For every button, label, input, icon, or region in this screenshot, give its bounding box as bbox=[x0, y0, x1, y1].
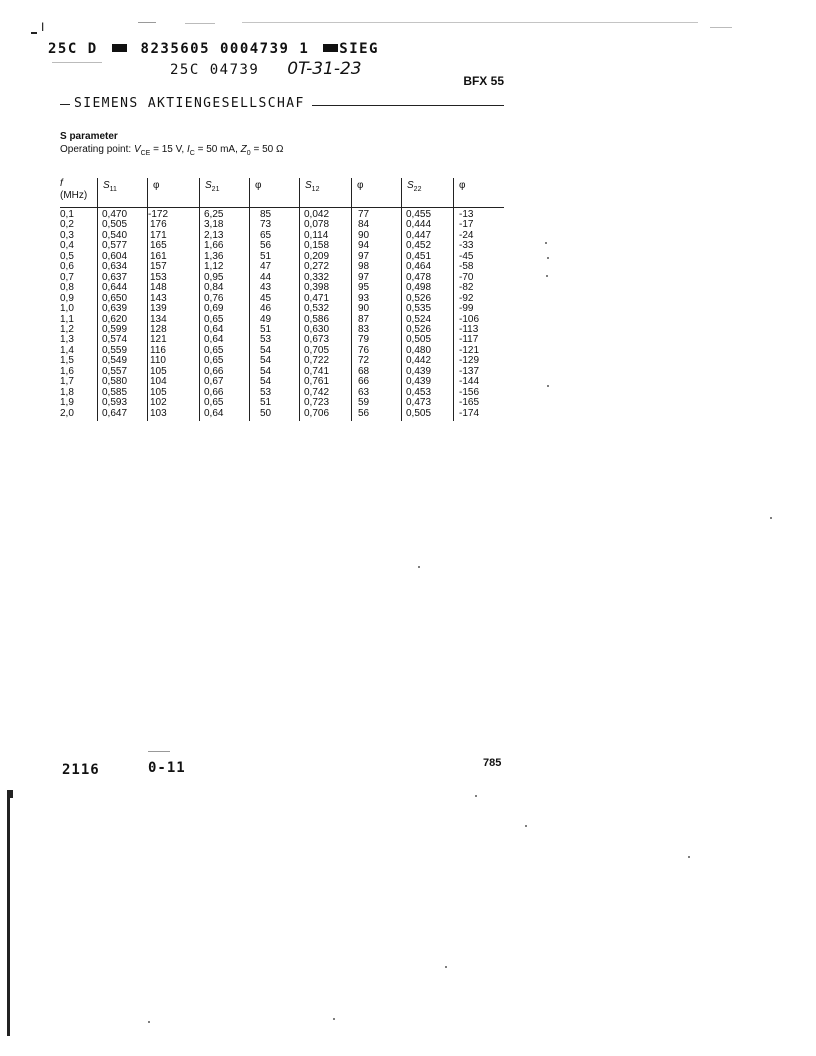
table-cell: 0,471 bbox=[304, 292, 330, 304]
table-row bbox=[60, 304, 504, 314]
table-cell: 0,66 bbox=[204, 365, 224, 377]
column-header bbox=[255, 180, 261, 191]
table-cell: 68 bbox=[358, 365, 370, 377]
table-cell: 0,455 bbox=[406, 209, 432, 220]
table-cell: 1,12 bbox=[204, 261, 224, 273]
table-cell: 0,66 bbox=[204, 386, 224, 398]
table-cell: 0,209 bbox=[304, 250, 330, 262]
table-cell: 121 bbox=[150, 334, 167, 346]
table-cell: 94 bbox=[358, 240, 370, 252]
table-cell: 1,3 bbox=[60, 334, 74, 346]
scan-line bbox=[710, 27, 732, 28]
table-cell: 85 bbox=[260, 209, 272, 220]
table-cell: 0,647 bbox=[102, 407, 128, 419]
table-cell: 0,473 bbox=[406, 397, 432, 409]
scan-edge-cap bbox=[7, 790, 13, 798]
z0-symbol: Z bbox=[240, 144, 247, 155]
table-cell: 0,76 bbox=[204, 292, 224, 304]
scan-line bbox=[148, 751, 170, 752]
table-cell: 0,65 bbox=[204, 397, 224, 409]
table-cell: 54 bbox=[260, 344, 272, 356]
table-cell: -99 bbox=[459, 303, 474, 315]
table-cell: 0,639 bbox=[102, 303, 128, 315]
table-cell: 47 bbox=[260, 261, 272, 273]
table-cell: 0,470 bbox=[102, 209, 128, 220]
column-subscript: 21 bbox=[211, 186, 220, 193]
scan-speck bbox=[445, 966, 447, 968]
table-cell: -58 bbox=[459, 261, 474, 273]
page-number: 785 bbox=[483, 757, 502, 769]
table-cell: 90 bbox=[358, 229, 370, 241]
table-cell: 0,332 bbox=[304, 271, 330, 283]
table-cell: 0,705 bbox=[304, 344, 330, 356]
table-cell: 0,3 bbox=[60, 229, 74, 241]
table-cell: 53 bbox=[260, 334, 272, 346]
column-header bbox=[205, 180, 219, 193]
table-cell: 0,559 bbox=[102, 344, 128, 356]
table-cell: 0,8 bbox=[60, 282, 74, 294]
table-cell: 0,650 bbox=[102, 292, 128, 304]
table-cell: 2,0 bbox=[60, 407, 74, 419]
table-cell: -172 bbox=[148, 209, 169, 220]
table-cell: 56 bbox=[358, 407, 370, 419]
table-cell: 0,442 bbox=[406, 355, 432, 367]
table-cell: 0,673 bbox=[304, 334, 330, 346]
table-cell: 1,36 bbox=[204, 250, 224, 262]
table-cell: 0,64 bbox=[204, 323, 224, 335]
part-number: BFX 55 bbox=[463, 74, 504, 88]
table-cell: -45 bbox=[459, 250, 474, 262]
table-cell: 76 bbox=[358, 344, 370, 356]
table-cell: 0,114 bbox=[304, 229, 329, 241]
footer-subcode: 0-11 bbox=[148, 760, 186, 776]
table-cell: -129 bbox=[459, 355, 480, 367]
table-cell: 0,599 bbox=[102, 323, 128, 335]
table-cell: 103 bbox=[150, 407, 167, 419]
table-cell: 73 bbox=[260, 219, 272, 231]
table-cell: 0,64 bbox=[204, 334, 224, 346]
operating-point-label: Operating point: bbox=[60, 144, 134, 155]
table-cell: -144 bbox=[459, 376, 480, 388]
column-unit: (MHz) bbox=[60, 190, 88, 201]
scan-line bbox=[52, 62, 102, 63]
z0-value: = 50 Ω bbox=[250, 144, 284, 155]
table-cell: 72 bbox=[358, 355, 370, 367]
table-cell: 1,1 bbox=[60, 313, 74, 325]
table-cell: -121 bbox=[459, 344, 480, 356]
column-subscript: 22 bbox=[413, 186, 422, 193]
column-symbol: f bbox=[60, 178, 63, 189]
table-cell: 63 bbox=[358, 386, 370, 398]
ref-lot-code: 25C D bbox=[48, 41, 98, 57]
table-cell: 1,5 bbox=[60, 355, 74, 367]
table-cell: 165 bbox=[150, 240, 167, 252]
table-cell: 0,4 bbox=[60, 240, 74, 252]
scan-speck bbox=[547, 385, 549, 387]
column-header bbox=[153, 180, 159, 191]
table-cell: 105 bbox=[150, 365, 167, 377]
table-cell: 0,452 bbox=[406, 240, 432, 252]
table-cell: 0,577 bbox=[102, 240, 128, 252]
table-cell: 3,18 bbox=[204, 219, 224, 231]
table-cell: -117 bbox=[459, 334, 479, 346]
ic-symbol: I bbox=[186, 144, 190, 155]
column-symbol: S bbox=[407, 180, 414, 191]
table-cell: 171 bbox=[150, 229, 167, 241]
table-cell: 0,586 bbox=[304, 313, 330, 325]
table-cell: 6,25 bbox=[204, 209, 224, 220]
table-cell: 0,65 bbox=[204, 344, 224, 356]
table-cell: 0,526 bbox=[406, 292, 432, 304]
table-cell: 0,706 bbox=[304, 407, 330, 419]
table-cell: 0,451 bbox=[406, 250, 432, 262]
table-cell: 0,498 bbox=[406, 282, 432, 294]
filled-block-mark bbox=[112, 44, 127, 52]
scan-speck bbox=[148, 1021, 150, 1023]
ref-maker-code: SIEG bbox=[339, 41, 379, 57]
corner-mark bbox=[31, 20, 44, 34]
table-cell: 83 bbox=[358, 323, 370, 335]
column-symbol: φ bbox=[255, 180, 262, 191]
table-cell: 1,6 bbox=[60, 365, 74, 377]
company-name: SIEMENS AKTIENGESELLSCHAF bbox=[74, 96, 305, 111]
column-symbol: φ bbox=[153, 180, 160, 191]
table-cell: 54 bbox=[260, 355, 272, 367]
column-header bbox=[459, 180, 465, 191]
column-subscript: 11 bbox=[109, 186, 117, 193]
table-cell: 157 bbox=[150, 261, 167, 273]
table-cell: 0,526 bbox=[406, 323, 432, 335]
table-cell: 0,634 bbox=[102, 261, 128, 273]
table-cell: 0,439 bbox=[406, 376, 432, 388]
table-cell: 0,535 bbox=[406, 303, 432, 315]
table-cell: 134 bbox=[150, 313, 167, 325]
table-cell: 0,524 bbox=[406, 313, 432, 325]
table-cell: -70 bbox=[459, 271, 474, 283]
table-cell: 0,574 bbox=[102, 334, 128, 346]
table-cell: -13 bbox=[459, 209, 474, 220]
table-cell: 0,722 bbox=[304, 355, 330, 367]
table-cell: 0,742 bbox=[304, 386, 330, 398]
table-cell: 0,453 bbox=[406, 386, 432, 398]
z0-subscript: 0 bbox=[246, 150, 251, 157]
table-cell: 45 bbox=[260, 292, 272, 304]
table-cell: 53 bbox=[260, 386, 272, 398]
table-cell: 0,480 bbox=[406, 344, 432, 356]
ic-subscript: C bbox=[189, 150, 195, 157]
table-cell: 51 bbox=[260, 250, 272, 262]
table-cell: 0,65 bbox=[204, 355, 224, 367]
table-row bbox=[60, 409, 504, 419]
table-cell: 0,078 bbox=[304, 219, 330, 231]
table-cell: 0,741 bbox=[304, 365, 330, 377]
scan-edge-bar bbox=[7, 790, 10, 1036]
scan-speck bbox=[547, 257, 549, 259]
secondary-reference-line bbox=[170, 59, 362, 79]
table-cell: 0,585 bbox=[102, 386, 128, 398]
scan-speck bbox=[688, 856, 690, 858]
table-cell: 0,444 bbox=[406, 219, 432, 231]
table-cell: 176 bbox=[150, 219, 167, 231]
table-cell: 90 bbox=[358, 303, 370, 315]
table-cell: 102 bbox=[150, 397, 167, 409]
scan-line bbox=[138, 22, 156, 23]
table-cell: -24 bbox=[459, 229, 474, 241]
column-symbol: S bbox=[305, 180, 312, 191]
table-cell: 0,67 bbox=[204, 376, 224, 388]
table-cell: 79 bbox=[358, 334, 370, 346]
table-cell: -156 bbox=[459, 386, 480, 398]
table-cell: 153 bbox=[150, 271, 167, 283]
table-cell: 54 bbox=[260, 376, 272, 388]
scan-speck bbox=[333, 1018, 335, 1020]
scan-speck bbox=[546, 275, 548, 277]
table-cell: 0,65 bbox=[204, 313, 224, 325]
table-cell: 0,505 bbox=[406, 334, 432, 346]
scan-line bbox=[242, 22, 698, 23]
scan-speck bbox=[525, 825, 527, 827]
handwritten-code: 0T-31-23 bbox=[287, 59, 362, 79]
footer-code: 2116 bbox=[62, 762, 100, 778]
header-rule bbox=[312, 105, 504, 106]
document-reference-line bbox=[48, 41, 379, 57]
column-header bbox=[407, 180, 421, 193]
table-cell: 95 bbox=[358, 282, 370, 294]
table-cell: 1,7 bbox=[60, 376, 74, 388]
table-cell: 0,761 bbox=[304, 376, 330, 388]
column-symbol: φ bbox=[357, 180, 364, 191]
table-cell: 51 bbox=[260, 323, 272, 335]
table-cell: 84 bbox=[358, 219, 370, 231]
table-cell: 98 bbox=[358, 261, 370, 273]
operating-point bbox=[60, 144, 283, 157]
filled-block-mark bbox=[323, 44, 338, 52]
table-cell: -82 bbox=[459, 282, 474, 294]
table-cell: 0,5 bbox=[60, 250, 74, 262]
corner-mark-glyph: I bbox=[41, 20, 45, 34]
table-cell: 1,0 bbox=[60, 303, 74, 315]
table-cell: 0,2 bbox=[60, 219, 74, 231]
header-divider bbox=[60, 207, 504, 208]
column-symbol: S bbox=[103, 180, 110, 191]
vce-value: = 15 V, bbox=[150, 144, 187, 155]
vce-symbol: V bbox=[133, 144, 141, 155]
table-cell: 0,723 bbox=[304, 397, 330, 409]
column-header bbox=[60, 178, 87, 201]
section-title: S parameter bbox=[60, 131, 118, 142]
table-cell: 93 bbox=[358, 292, 370, 304]
table-cell: 143 bbox=[150, 292, 167, 304]
table-cell: 0,7 bbox=[60, 271, 74, 283]
table-cell: 148 bbox=[150, 282, 167, 294]
table-cell: 0,620 bbox=[102, 313, 128, 325]
table-cell: 0,439 bbox=[406, 365, 432, 377]
table-row bbox=[60, 283, 504, 293]
table-cell: 56 bbox=[260, 240, 272, 252]
scan-line bbox=[185, 23, 215, 24]
table-cell: 50 bbox=[260, 407, 272, 419]
column-header bbox=[103, 180, 117, 193]
table-cell: -33 bbox=[459, 240, 474, 252]
table-cell: 44 bbox=[260, 271, 272, 283]
table-cell: 110 bbox=[150, 355, 166, 367]
table-cell: 0,6 bbox=[60, 261, 74, 273]
table-cell: 0,644 bbox=[102, 282, 128, 294]
table-cell: 0,540 bbox=[102, 229, 128, 241]
table-cell: 2,13 bbox=[204, 229, 224, 241]
column-symbol: φ bbox=[459, 180, 466, 191]
table-cell: 0,158 bbox=[304, 240, 330, 252]
table-cell: -174 bbox=[459, 407, 480, 419]
table-cell: -137 bbox=[459, 365, 480, 377]
table-cell: -113 bbox=[459, 323, 479, 335]
table-cell: 105 bbox=[150, 386, 167, 398]
table-cell: 87 bbox=[358, 313, 370, 325]
table-cell: 1,9 bbox=[60, 397, 74, 409]
table-cell: -92 bbox=[459, 292, 474, 304]
table-cell: 97 bbox=[358, 250, 370, 262]
table-cell: 66 bbox=[358, 376, 370, 388]
table-cell: 0,272 bbox=[304, 261, 330, 273]
table-cell: 0,69 bbox=[204, 303, 224, 315]
table-cell: 0,630 bbox=[304, 323, 330, 335]
table-cell: 0,9 bbox=[60, 292, 74, 304]
table-cell: 0,505 bbox=[406, 407, 432, 419]
scan-speck bbox=[770, 517, 772, 519]
table-cell: -165 bbox=[459, 397, 480, 409]
column-symbol: S bbox=[205, 180, 212, 191]
ic-value: = 50 mA, bbox=[194, 144, 241, 155]
table-cell: 0,447 bbox=[406, 229, 432, 241]
table-cell: 59 bbox=[358, 397, 370, 409]
table-cell: 0,464 bbox=[406, 261, 432, 273]
company-header bbox=[60, 96, 504, 114]
table-cell: 43 bbox=[260, 282, 272, 294]
table-cell: 65 bbox=[260, 229, 272, 241]
table-cell: 0,042 bbox=[304, 209, 330, 220]
table-cell: 128 bbox=[150, 323, 167, 335]
scan-speck bbox=[418, 566, 420, 568]
table-cell: 0,557 bbox=[102, 365, 128, 377]
table-cell: 0,95 bbox=[204, 271, 224, 283]
table-cell: 0,478 bbox=[406, 271, 432, 283]
table-cell: 1,8 bbox=[60, 386, 74, 398]
column-header bbox=[357, 180, 363, 191]
table-cell: 77 bbox=[358, 209, 370, 220]
column-header bbox=[305, 180, 319, 193]
table-cell: 139 bbox=[150, 303, 167, 315]
table-row bbox=[60, 398, 504, 408]
table-cell: 0,64 bbox=[204, 407, 224, 419]
ref-batch-number: 8235605 0004739 1 bbox=[140, 41, 310, 57]
table-cell: 49 bbox=[260, 313, 272, 325]
table-cell: 0,580 bbox=[102, 376, 128, 388]
table-cell: 1,2 bbox=[60, 323, 74, 335]
column-subscript: 12 bbox=[311, 186, 320, 193]
table-cell: 51 bbox=[260, 397, 272, 409]
table-cell: 46 bbox=[260, 303, 272, 315]
scan-speck bbox=[545, 242, 547, 244]
scan-speck bbox=[475, 795, 477, 797]
table-cell: 0,549 bbox=[102, 355, 128, 367]
table-cell: 0,637 bbox=[102, 271, 128, 283]
table-cell: 0,84 bbox=[204, 282, 224, 294]
table-cell: -106 bbox=[459, 313, 480, 325]
table-cell: 0,505 bbox=[102, 219, 128, 231]
table-cell: 1,66 bbox=[204, 240, 224, 252]
leading-dash bbox=[60, 104, 70, 105]
table-cell: 1,4 bbox=[60, 344, 74, 356]
table-cell: 104 bbox=[150, 376, 167, 388]
table-cell: 161 bbox=[150, 250, 167, 262]
table-cell: 116 bbox=[150, 344, 166, 356]
table-cell: 0,604 bbox=[102, 250, 128, 262]
table-cell: 0,398 bbox=[304, 282, 330, 294]
table-cell: 0,532 bbox=[304, 303, 330, 315]
vce-subscript: CE bbox=[140, 150, 151, 157]
table-cell: 97 bbox=[358, 271, 370, 283]
table-cell: 0,593 bbox=[102, 397, 128, 409]
table-cell: -17 bbox=[459, 219, 474, 231]
ref-secondary-code: 25C 04739 bbox=[170, 62, 260, 78]
s-parameter-table bbox=[60, 178, 504, 421]
table-cell: 54 bbox=[260, 365, 272, 377]
table-cell: 0,1 bbox=[60, 209, 74, 220]
